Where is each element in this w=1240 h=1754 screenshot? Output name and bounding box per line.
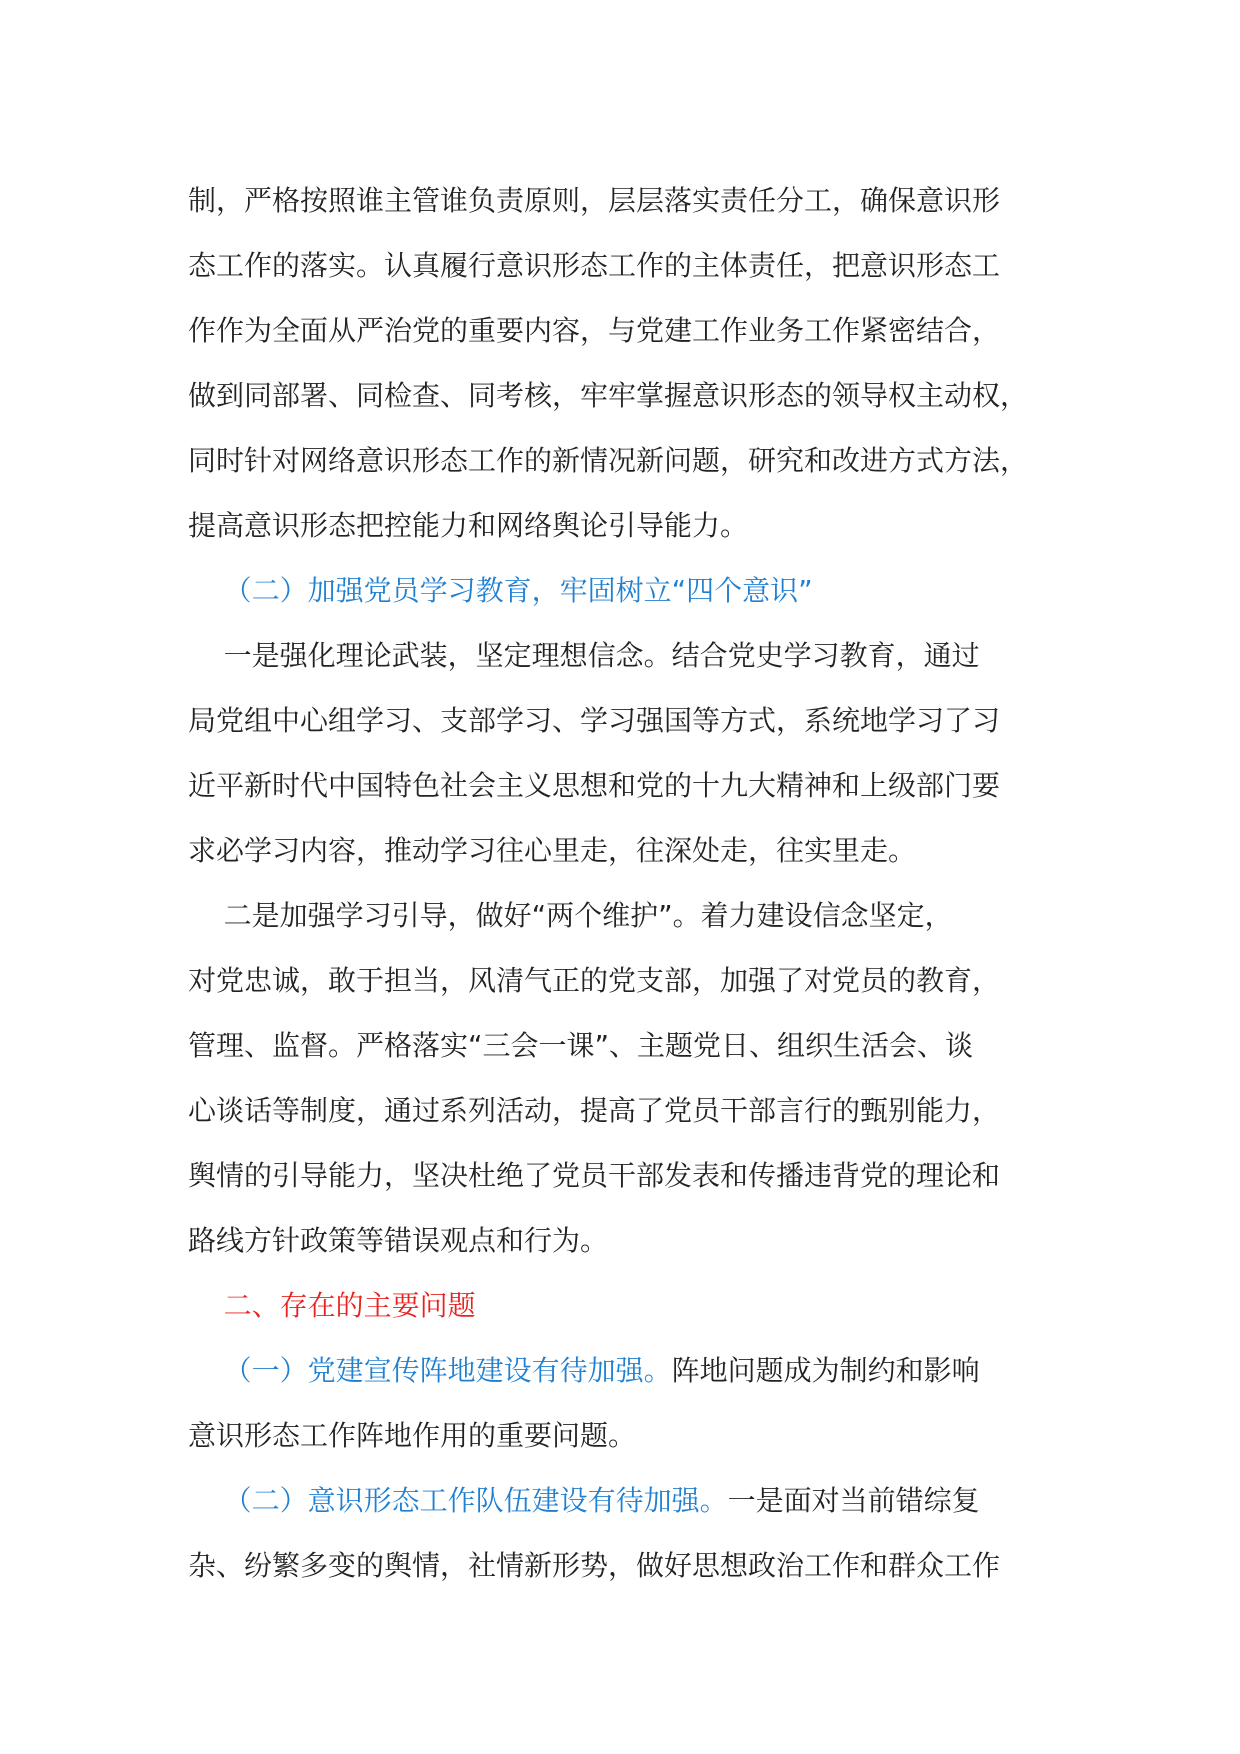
text-segment: 提高意识形态把控能力和网络舆论引导能力。: [188, 509, 749, 542]
text-line: [188, 623, 1068, 688]
text-segment: 心谈话等制度，通过系列活动，提高了党员干部言行的甄别能力，: [188, 1094, 1001, 1127]
text-segment: 路线方针政策等错误观点和行为。: [188, 1224, 609, 1257]
text-segment: 舆情的引导能力，坚决杜绝了党员干部发表和传播违背党的理论和: [188, 1159, 1001, 1192]
text-line: [188, 298, 1068, 363]
text-line: [188, 948, 1068, 1013]
text-line: [188, 1403, 1068, 1468]
text-segment: 意识形态工作阵地作用的重要问题。: [188, 1419, 637, 1452]
document-body: [188, 168, 1068, 1598]
text-segment: 局党组中心组学习、支部学习、学习强国等方式，系统地学习了习: [188, 704, 1001, 737]
text-segment: 求必学习内容，推动学习往心里走，往深处走，往实里走。: [188, 834, 917, 867]
text-line: [188, 363, 1068, 428]
text-line: [188, 1143, 1068, 1208]
text-segment: 对党忠诚，敢于担当，风清气正的党支部，加强了对党员的教育，: [188, 964, 1001, 997]
text-segment: 做到同部署、同检查、同考核，牢牢掌握意识形态的领导权主动权，: [188, 379, 1029, 412]
text-segment: 同时针对网络意识形态工作的新情况新问题，研究和改进方式方法，: [188, 444, 1029, 477]
text-line: [188, 1468, 1068, 1533]
text-line: [188, 1208, 1068, 1273]
text-line: [188, 493, 1068, 558]
text-segment: 态工作的落实。认真履行意识形态工作的主体责任，把意识形态工: [188, 249, 1001, 282]
text-segment: 一是面对当前错综复: [727, 1484, 980, 1517]
text-line: [188, 558, 1068, 623]
text-segment: 杂、纷繁多变的舆情，社情新形势，做好思想政治工作和群众工作: [188, 1549, 1001, 1582]
text-segment: 二是加强学习引导，做好“两个维护”。着力建设信念坚定，: [188, 899, 953, 932]
text-line: [188, 688, 1068, 753]
text-segment: 制，严格按照谁主管谁负责原则，层层落实责任分工，确保意识形: [188, 184, 1001, 217]
text-line: [188, 1533, 1068, 1598]
text-line: [188, 233, 1068, 298]
text-line: [188, 168, 1068, 233]
text-segment: 阵地问题成为制约和影响: [671, 1354, 980, 1387]
text-segment: 作作为全面从严治党的重要内容，与党建工作业务工作紧密结合，: [188, 314, 1001, 347]
text-line: [188, 428, 1068, 493]
text-segment: 管理、监督。严格落实“三会一课”、主题党日、组织生活会、谈: [188, 1029, 974, 1062]
text-line: [188, 753, 1068, 818]
text-line: [188, 1338, 1068, 1403]
subsection-heading: （一）党建宣传阵地建设有待加强。: [188, 1354, 672, 1387]
section-heading: 二、存在的主要问题: [188, 1289, 476, 1322]
subsection-heading: （二）加强党员学习教育，牢固树立“四个意识”: [188, 574, 813, 607]
subsection-heading: （二）意识形态工作队伍建设有待加强。: [188, 1484, 728, 1517]
text-line: [188, 1013, 1068, 1078]
text-line: [188, 883, 1068, 948]
text-line: [188, 1078, 1068, 1143]
text-line: [188, 818, 1068, 883]
text-segment: 近平新时代中国特色社会主义思想和党的十九大精神和上级部门要: [188, 769, 1001, 802]
text-line: [188, 1273, 1068, 1338]
text-segment: 一是强化理论武装，坚定理想信念。结合党史学习教育，通过: [188, 639, 980, 672]
